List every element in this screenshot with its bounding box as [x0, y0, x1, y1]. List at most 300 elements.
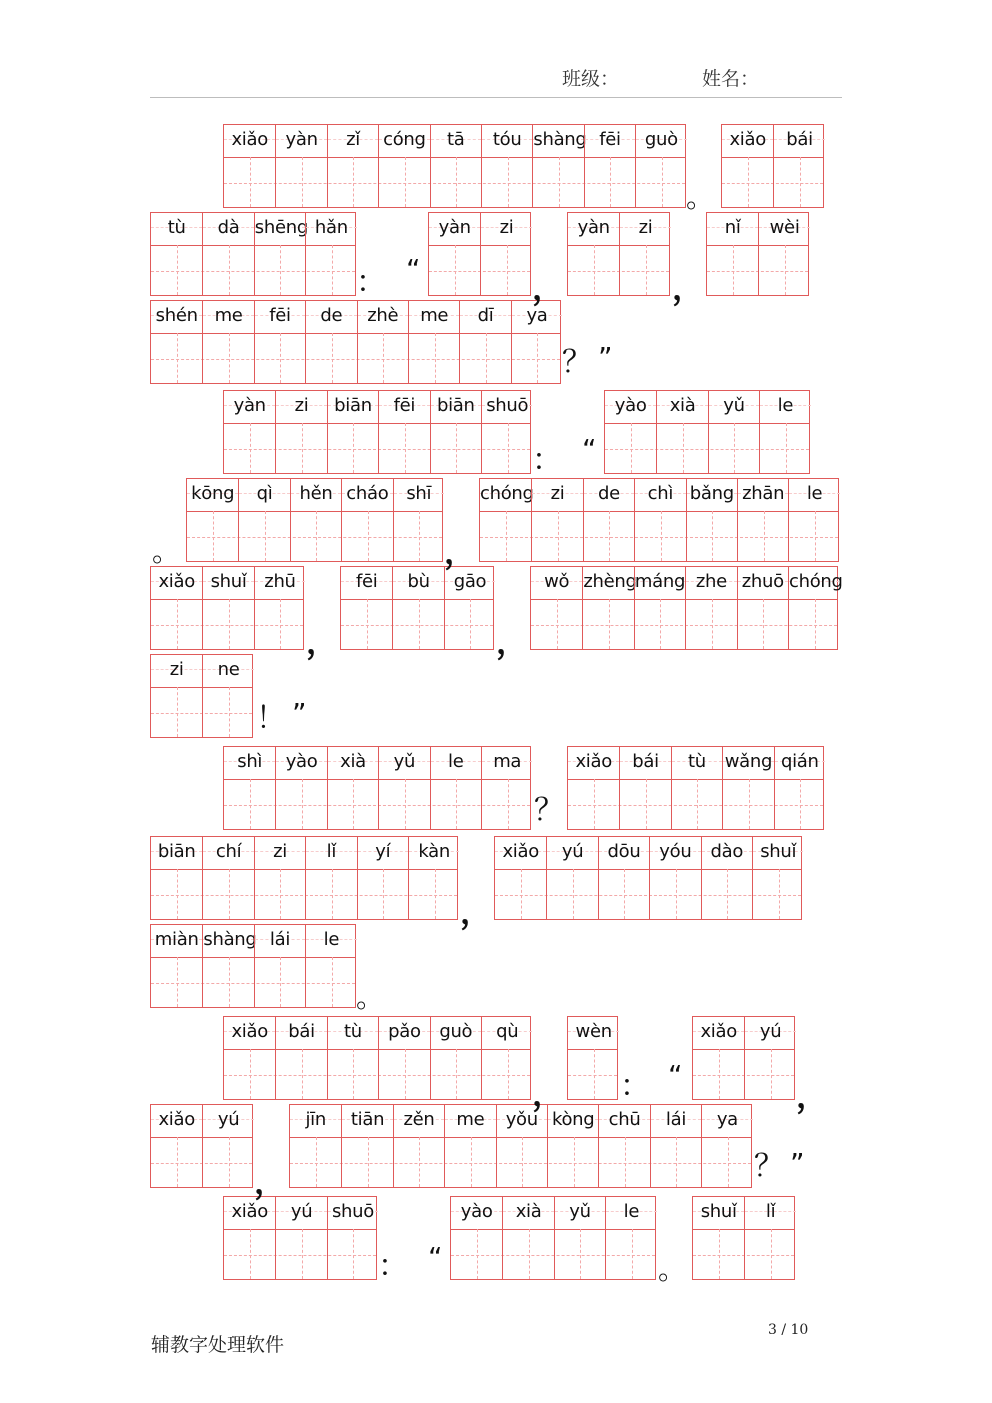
punct-open-quote: “: [668, 1059, 683, 1092]
cell-vertical-guide: [368, 1137, 369, 1187]
character-cell[interactable]: [341, 1105, 392, 1187]
character-cell[interactable]: [275, 1017, 326, 1099]
character-cell[interactable]: [693, 1197, 744, 1279]
character-cell[interactable]: [305, 837, 356, 919]
pinyin-bu: bù: [407, 571, 430, 592]
character-cell[interactable]: [393, 479, 444, 561]
character-cell[interactable]: [305, 925, 356, 1007]
character-cell[interactable]: [392, 567, 443, 649]
cell-vertical-guide: [419, 599, 420, 649]
character-cell[interactable]: [430, 125, 481, 207]
pinyin-yi: yí: [375, 841, 391, 862]
cell-vertical-guide: [250, 1049, 251, 1099]
cell-vertical-guide: [368, 511, 369, 561]
character-cell[interactable]: [656, 391, 707, 473]
character-cell[interactable]: [649, 837, 700, 919]
character-cell[interactable]: [327, 1197, 378, 1279]
character-cell[interactable]: [378, 1017, 429, 1099]
character-cell[interactable]: [532, 125, 587, 207]
word-group: [150, 212, 356, 296]
pinyin-ni: nǐ: [724, 217, 741, 238]
word-group: [150, 836, 458, 920]
cell-vertical-guide: [280, 245, 281, 295]
character-cell[interactable]: [430, 1017, 481, 1099]
word-group: [340, 566, 494, 650]
character-cell[interactable]: [671, 747, 722, 829]
word-group: [494, 836, 802, 920]
character-cell[interactable]: [605, 391, 656, 473]
character-cell[interactable]: [254, 567, 305, 649]
character-cell[interactable]: [707, 213, 758, 295]
cell-vertical-guide: [456, 423, 457, 473]
pinyin-tu: tù: [167, 217, 186, 238]
word-group: [150, 566, 304, 650]
pinyin-shui: shuǐ: [760, 841, 797, 862]
character-cell[interactable]: [238, 479, 289, 561]
pinyin-le: le: [448, 751, 464, 772]
character-cell[interactable]: [151, 301, 202, 383]
cell-vertical-guide: [302, 157, 303, 207]
character-cell[interactable]: [275, 125, 326, 207]
cell-vertical-guide: [508, 779, 509, 829]
character-cell[interactable]: [480, 213, 531, 295]
pinyin-xia: xià: [340, 751, 366, 772]
character-cell[interactable]: [151, 837, 202, 919]
cell-vertical-guide: [632, 1229, 633, 1279]
character-cell[interactable]: [290, 1105, 341, 1187]
pinyin-me: me: [214, 305, 243, 326]
pinyin-xia: xià: [515, 1201, 542, 1222]
character-cell[interactable]: [481, 747, 532, 829]
character-cell[interactable]: [744, 1017, 795, 1099]
cell-vertical-guide: [332, 333, 333, 383]
cell-vertical-guide: [771, 1049, 772, 1099]
pinyin-ya: ya: [716, 1109, 738, 1130]
cell-vertical-guide: [646, 245, 647, 295]
cell-vertical-guide: [537, 333, 538, 383]
character-cell[interactable]: [305, 213, 356, 295]
pinyin-shuo: shuō: [486, 395, 529, 416]
character-cell[interactable]: [531, 479, 582, 561]
word-group: [150, 300, 561, 384]
cell-vertical-guide: [419, 511, 420, 561]
cell-vertical-guide: [177, 599, 178, 649]
pinyin-zhu: zhū: [264, 571, 296, 592]
cell-vertical-guide: [280, 599, 281, 649]
name-label: 姓名：: [702, 68, 760, 90]
cell-vertical-guide: [594, 245, 595, 295]
character-cell[interactable]: [430, 747, 481, 829]
cell-vertical-guide: [573, 869, 574, 919]
cell-vertical-guide: [383, 333, 384, 383]
character-cell[interactable]: [451, 1197, 502, 1279]
cell-vertical-guide: [455, 245, 456, 295]
character-cell[interactable]: [737, 479, 788, 561]
character-cell[interactable]: [430, 391, 481, 473]
cell-vertical-guide: [697, 779, 698, 829]
pinyin-chu: chū: [608, 1109, 641, 1130]
cell-vertical-guide: [748, 157, 749, 207]
character-cell[interactable]: [290, 479, 341, 561]
pinyin-de: de: [320, 305, 343, 326]
pinyin-you: yǒu: [505, 1109, 538, 1130]
pinyin-xiao: xiǎo: [231, 1021, 268, 1042]
character-cell[interactable]: [737, 567, 788, 649]
pinyin-tu: tù: [688, 751, 706, 772]
character-cell[interactable]: [495, 837, 546, 919]
character-cell[interactable]: [744, 1197, 795, 1279]
cell-vertical-guide: [405, 157, 406, 207]
cell-vertical-guide: [507, 245, 508, 295]
pinyin-chong: chóng: [789, 571, 843, 592]
cell-vertical-guide: [779, 869, 780, 919]
character-cell[interactable]: [788, 479, 839, 561]
character-cell[interactable]: [568, 747, 619, 829]
cell-vertical-guide: [662, 157, 663, 207]
character-cell[interactable]: [202, 301, 253, 383]
character-cell[interactable]: [788, 567, 843, 649]
cell-vertical-guide: [815, 599, 816, 649]
character-cell[interactable]: [254, 213, 308, 295]
character-cell[interactable]: [202, 1105, 253, 1187]
word-group: [223, 124, 686, 208]
pinyin-zi: zi: [294, 395, 309, 416]
pinyin-dou: dōu: [607, 841, 641, 862]
pinyin-bian: biān: [157, 841, 196, 862]
cell-vertical-guide: [719, 1049, 720, 1099]
cell-vertical-guide: [229, 245, 230, 295]
character-cell[interactable]: [224, 747, 275, 829]
cell-vertical-guide: [800, 779, 801, 829]
character-cell[interactable]: [759, 391, 810, 473]
character-cell[interactable]: [619, 213, 670, 295]
pinyin-yan: yàn: [577, 217, 610, 238]
character-cell[interactable]: [275, 1197, 326, 1279]
cell-vertical-guide: [764, 511, 765, 561]
character-cell[interactable]: [327, 747, 378, 829]
character-cell[interactable]: [634, 567, 685, 649]
pinyin-xiao: xiǎo: [575, 751, 612, 772]
character-cell[interactable]: [685, 567, 736, 649]
cell-vertical-guide: [594, 779, 595, 829]
cell-vertical-guide: [763, 599, 764, 649]
cell-vertical-guide: [661, 511, 662, 561]
pinyin-fei: fēi: [599, 129, 621, 150]
cell-vertical-guide: [609, 511, 610, 561]
cell-vertical-guide: [631, 423, 632, 473]
cell-vertical-guide: [508, 157, 509, 207]
character-cell[interactable]: [254, 837, 305, 919]
pinyin-han: hǎn: [314, 217, 348, 238]
character-cell[interactable]: [202, 213, 253, 295]
character-cell[interactable]: [357, 301, 408, 383]
cell-vertical-guide: [302, 1049, 303, 1099]
character-cell[interactable]: [752, 837, 803, 919]
character-cell[interactable]: [151, 567, 202, 649]
punct-exclamation-mark: ！: [256, 701, 286, 736]
pinyin-xiao: xiǎo: [700, 1021, 737, 1042]
cell-vertical-guide: [558, 511, 559, 561]
pinyin-da: dà: [217, 217, 240, 238]
cell-vertical-guide: [250, 779, 251, 829]
cell-vertical-guide: [456, 157, 457, 207]
character-cell[interactable]: [224, 391, 275, 473]
punct-colon: ：: [532, 443, 562, 478]
character-cell[interactable]: [151, 655, 202, 737]
pinyin-wen: wèn: [575, 1021, 612, 1042]
pinyin-lai: lái: [269, 929, 291, 950]
cell-vertical-guide: [229, 333, 230, 383]
pinyin-ta: tā: [447, 129, 465, 150]
pinyin-yu: yǔ: [393, 751, 416, 772]
cell-vertical-guide: [521, 869, 522, 919]
character-cell[interactable]: [701, 837, 752, 919]
character-cell[interactable]: [568, 1017, 619, 1099]
punct-close-quote: ”: [292, 697, 307, 730]
character-cell[interactable]: [254, 301, 305, 383]
character-cell[interactable]: [708, 391, 759, 473]
character-cell[interactable]: [275, 747, 326, 829]
character-cell[interactable]: [327, 1017, 378, 1099]
character-cell[interactable]: [327, 125, 378, 207]
pinyin-sheng: shēng: [254, 217, 308, 238]
cell-vertical-guide: [177, 869, 178, 919]
punct-comma: ，: [460, 893, 493, 931]
cell-vertical-guide: [728, 1137, 729, 1187]
character-cell[interactable]: [554, 1197, 605, 1279]
character-cell[interactable]: [444, 567, 495, 649]
pinyin-wo: wǒ: [544, 571, 570, 592]
character-cell[interactable]: [187, 479, 238, 561]
pinyin-shi: shī: [406, 483, 432, 504]
character-cell[interactable]: [598, 837, 649, 919]
cell-vertical-guide: [280, 869, 281, 919]
character-cell[interactable]: [568, 213, 619, 295]
pinyin-shang: shàng: [533, 129, 587, 150]
pinyin-bai: bái: [786, 129, 813, 150]
cell-vertical-guide: [660, 599, 661, 649]
punct-open-quote: “: [406, 253, 421, 286]
pinyin-yu: yǔ: [569, 1201, 591, 1222]
cell-vertical-guide: [508, 1049, 509, 1099]
cell-vertical-guide: [419, 1137, 420, 1187]
cell-vertical-guide: [229, 687, 230, 737]
cell-vertical-guide: [177, 1137, 178, 1187]
character-cell[interactable]: [305, 301, 356, 383]
punct-question-mark: ？: [562, 345, 592, 380]
pinyin-tu: tù: [344, 1021, 362, 1042]
character-cell[interactable]: [722, 747, 773, 829]
cell-vertical-guide: [471, 1137, 472, 1187]
word-group: [692, 1196, 795, 1280]
character-cell[interactable]: [693, 1017, 744, 1099]
character-cell[interactable]: [408, 301, 459, 383]
character-cell[interactable]: [275, 391, 326, 473]
cell-vertical-guide: [353, 157, 354, 207]
pinyin-qian: qián: [780, 751, 819, 772]
punct-comma: ，: [444, 533, 477, 571]
character-cell[interactable]: [378, 391, 429, 473]
cell-vertical-guide: [353, 423, 354, 473]
cell-vertical-guide: [405, 1049, 406, 1099]
character-cell[interactable]: [546, 837, 597, 919]
character-cell[interactable]: [634, 479, 685, 561]
word-group: [567, 746, 824, 830]
cell-vertical-guide: [177, 687, 178, 737]
character-cell[interactable]: [202, 655, 253, 737]
character-cell[interactable]: [547, 1105, 598, 1187]
cell-vertical-guide: [522, 1137, 523, 1187]
character-cell[interactable]: [459, 301, 510, 383]
character-cell[interactable]: [774, 747, 825, 829]
cell-vertical-guide: [676, 1137, 677, 1187]
pinyin-chao: cháo: [346, 483, 389, 504]
cell-vertical-guide: [676, 869, 677, 919]
character-cell[interactable]: [686, 479, 737, 561]
class-label: 班级：: [562, 68, 620, 90]
character-cell[interactable]: [650, 1105, 701, 1187]
cell-vertical-guide: [712, 599, 713, 649]
pinyin-xiao: xiǎo: [158, 1109, 195, 1130]
character-cell[interactable]: [151, 213, 202, 295]
character-cell[interactable]: [722, 125, 773, 207]
character-cell[interactable]: [393, 1105, 444, 1187]
pinyin-shi: shì: [237, 751, 263, 772]
pinyin-shui: shuǐ: [210, 571, 247, 592]
character-cell[interactable]: [224, 1017, 275, 1099]
pinyin-hen: hěn: [299, 483, 333, 504]
pinyin-shui: shuǐ: [700, 1201, 737, 1222]
pinyin-qu: qù: [496, 1021, 519, 1042]
cell-vertical-guide: [353, 1049, 354, 1099]
character-cell[interactable]: [531, 567, 582, 649]
character-cell[interactable]: [151, 925, 202, 1007]
character-cell[interactable]: [582, 567, 637, 649]
cell-vertical-guide: [815, 511, 816, 561]
pinyin-bian: biān: [334, 395, 372, 416]
word-group: [450, 1196, 656, 1280]
character-cell[interactable]: [341, 567, 392, 649]
word-group: [692, 1016, 795, 1100]
pinyin-you: yóu: [659, 841, 692, 862]
word-group: [721, 124, 824, 208]
cell-vertical-guide: [265, 511, 266, 561]
word-group: [289, 1104, 752, 1188]
pinyin-zi: zi: [169, 659, 184, 680]
cell-vertical-guide: [250, 1229, 251, 1279]
cell-vertical-guide: [508, 423, 509, 473]
character-cell[interactable]: [605, 1197, 656, 1279]
pinyin-chi: chí: [215, 841, 242, 862]
character-cell[interactable]: [224, 1197, 275, 1279]
pinyin-tou: tóu: [492, 129, 522, 150]
character-cell[interactable]: [327, 391, 378, 473]
character-cell[interactable]: [584, 125, 635, 207]
cell-vertical-guide: [229, 599, 230, 649]
pinyin-zheng: zhèng: [583, 571, 637, 592]
character-cell[interactable]: [773, 125, 824, 207]
pinyin-yu: yú: [561, 841, 584, 862]
character-cell[interactable]: [481, 125, 532, 207]
cell-vertical-guide: [529, 1229, 530, 1279]
cell-vertical-guide: [470, 599, 471, 649]
pinyin-bang: bǎng: [689, 483, 734, 504]
pinyin-pao: pǎo: [388, 1021, 421, 1042]
character-cell[interactable]: [496, 1105, 547, 1187]
character-cell[interactable]: [481, 1017, 532, 1099]
character-cell[interactable]: [357, 837, 408, 919]
character-cell[interactable]: [254, 925, 305, 1007]
cell-vertical-guide: [280, 957, 281, 1007]
cell-vertical-guide: [367, 599, 368, 649]
pinyin-xiao: xiǎo: [231, 1201, 268, 1222]
cell-vertical-guide: [302, 1229, 303, 1279]
word-group: [150, 654, 253, 738]
character-cell[interactable]: [619, 747, 670, 829]
character-cell[interactable]: [701, 1105, 752, 1187]
character-cell[interactable]: [635, 125, 686, 207]
pinyin-shang: shàng: [203, 929, 257, 950]
cell-vertical-guide: [405, 423, 406, 473]
pinyin-li: lǐ: [765, 1201, 776, 1222]
character-cell[interactable]: [202, 837, 253, 919]
pinyin-zhe: zhe: [695, 571, 727, 592]
pinyin-yao: yào: [460, 1201, 493, 1222]
word-group: [223, 1016, 531, 1100]
character-cell[interactable]: [480, 479, 534, 561]
word-group: [604, 390, 810, 474]
pinyin-tian: tiān: [350, 1109, 385, 1130]
character-cell[interactable]: [511, 301, 562, 383]
character-cell[interactable]: [429, 213, 480, 295]
character-cell[interactable]: [444, 1105, 495, 1187]
cell-vertical-guide: [316, 1137, 317, 1187]
pinyin-yu: yú: [290, 1201, 313, 1222]
pinyin-chong: chóng: [480, 483, 534, 504]
pinyin-shen: shén: [155, 305, 198, 326]
pinyin-bai: bái: [632, 751, 659, 772]
pinyin-zi: zi: [273, 841, 287, 862]
punct-period: 。: [152, 535, 181, 568]
punct-question-mark: ？: [754, 1149, 784, 1184]
cell-vertical-guide: [625, 1137, 626, 1187]
punct-close-quote: ”: [790, 1147, 805, 1180]
character-cell[interactable]: [202, 567, 253, 649]
character-cell[interactable]: [481, 391, 532, 473]
pinyin-shuo: shuō: [331, 1201, 374, 1222]
character-cell[interactable]: [378, 747, 429, 829]
character-cell[interactable]: [202, 925, 257, 1007]
character-cell[interactable]: [598, 1105, 649, 1187]
cell-vertical-guide: [229, 1137, 230, 1187]
pinyin-li: lǐ: [326, 841, 337, 862]
character-cell[interactable]: [502, 1197, 553, 1279]
character-cell[interactable]: [341, 479, 392, 561]
pinyin-yu: yú: [217, 1109, 240, 1130]
character-cell[interactable]: [378, 125, 429, 207]
pinyin-bai: bái: [288, 1021, 315, 1042]
character-cell[interactable]: [583, 479, 634, 561]
pinyin-yan: yàn: [233, 395, 266, 416]
character-cell[interactable]: [758, 213, 809, 295]
character-cell[interactable]: [151, 1105, 202, 1187]
cell-vertical-guide: [719, 1229, 720, 1279]
cell-vertical-guide: [250, 157, 251, 207]
character-cell[interactable]: [408, 837, 459, 919]
pinyin-wei: wèi: [769, 217, 800, 238]
character-cell[interactable]: [224, 125, 275, 207]
cell-vertical-guide: [506, 511, 507, 561]
